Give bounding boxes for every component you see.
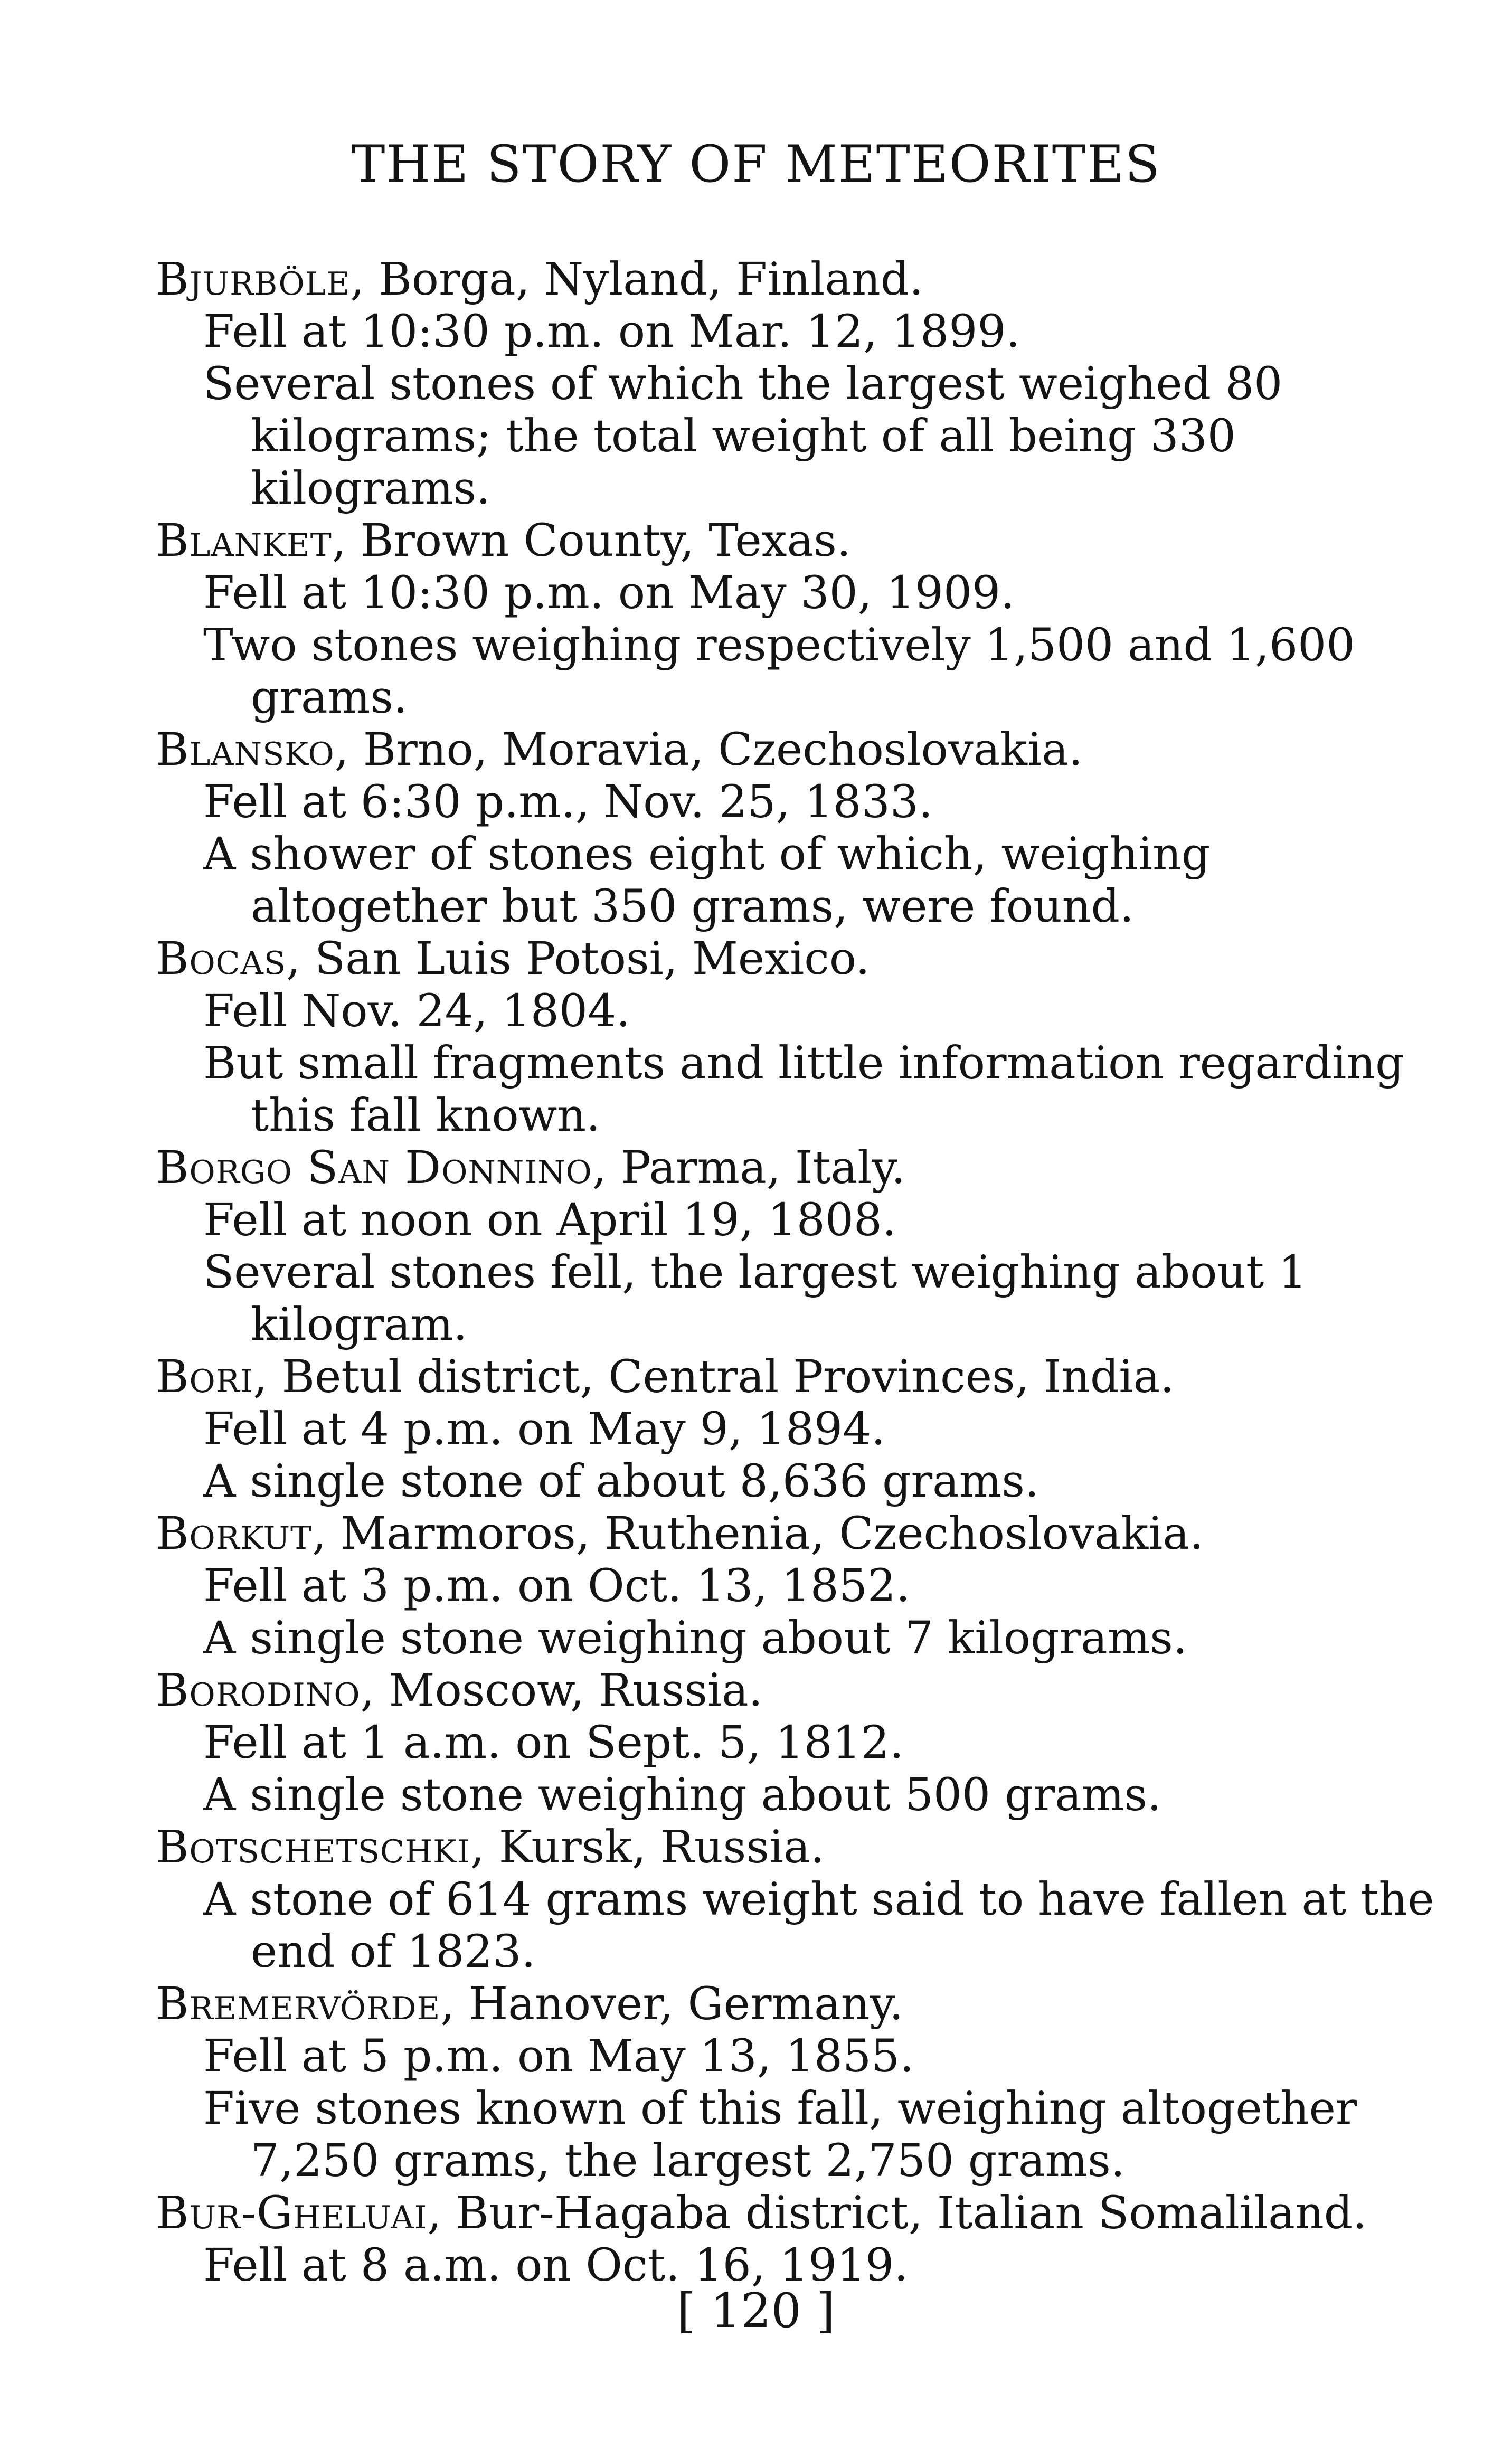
meteorite-locality: , Betul district, Central Provinces, India.: [253, 1351, 1175, 1403]
meteorite-entry: [156, 1142, 1444, 1351]
running-head: THE STORY OF METEORITES: [351, 135, 1161, 194]
entry-heading: [156, 1978, 1444, 2030]
entry-heading: [156, 933, 1444, 985]
meteorite-name: Blansko: [156, 724, 335, 776]
meteorite-name: Borgo San Donnino: [156, 1142, 592, 1194]
meteorite-entry-list: [156, 253, 1444, 2292]
description-line: A stone of 614 grams weight said to have fallen at the end of 1823.: [203, 1874, 1434, 1978]
meteorite-entry: [156, 253, 1444, 515]
meteorite-name: Bocas: [156, 933, 286, 985]
entry-heading: [156, 1821, 1444, 1874]
description-line: Five stones known of this fall, weighing altogether 7,250 grams, the largest 2,750 grams.: [203, 2083, 1357, 2187]
description-line: A single stone weighing about 7 kilograms.: [203, 1612, 1187, 1664]
entry-heading: [156, 253, 1444, 306]
meteorite-locality: , Marmoros, Ruthenia, Czechoslovakia.: [312, 1508, 1204, 1560]
meteorite-locality: , Borga, Nyland, Finland.: [350, 253, 924, 306]
meteorite-entry: [156, 515, 1444, 724]
meteorite-locality: , Hanover, Germany.: [440, 1978, 904, 2030]
description-line: Several stones of which the largest weighed 80 kilograms; the total weight of all being 330 kilograms.: [203, 358, 1283, 515]
meteorite-locality: , Parma, Italy.: [592, 1142, 906, 1194]
meteorite-name: Bur-Gheluai: [156, 2187, 428, 2239]
description-line: A single stone weighing about 500 grams.: [203, 1769, 1162, 1821]
description-line: A shower of stones eight of which, weighing altogether but 350 grams, were found.: [203, 828, 1211, 933]
entry-heading: [156, 515, 1444, 567]
description-line: Two stones weighing respectively 1,500 and 1,600 grams.: [203, 619, 1355, 724]
fall-date-line: Fell at 1 a.m. on Sept. 5, 1812.: [203, 1717, 904, 1769]
meteorite-locality: , Brno, Moravia, Czechoslovakia.: [334, 724, 1083, 776]
fall-date-line: Fell at 6:30 p.m., Nov. 25, 1833.: [203, 776, 933, 828]
fall-date-line: Fell Nov. 24, 1804.: [203, 985, 631, 1037]
fall-date-line: Fell at 4 p.m. on May 9, 1894.: [203, 1403, 886, 1455]
meteorite-entry: [156, 1351, 1444, 1508]
meteorite-name: Bremervörde: [156, 1978, 441, 2030]
meteorite-locality: , Bur-Hagaba district, Italian Somaliland.: [427, 2187, 1367, 2239]
meteorite-entry: [156, 1508, 1444, 1664]
fall-date-line: Fell at 10:30 p.m. on Mar. 12, 1899.: [203, 306, 1020, 358]
entry-heading: [156, 724, 1444, 776]
fall-date-line: Fell at 10:30 p.m. on May 30, 1909.: [203, 567, 1015, 619]
fall-date-line: Fell at 3 p.m. on Oct. 13, 1852.: [203, 1560, 910, 1612]
entry-heading: [156, 1508, 1444, 1560]
entry-heading: [156, 1351, 1444, 1403]
meteorite-locality: , Brown County, Texas.: [332, 515, 851, 567]
entry-heading: [156, 1142, 1444, 1194]
meteorite-entry: [156, 1978, 1444, 2187]
meteorite-name: Botschetschki: [156, 1821, 470, 1874]
meteorite-locality: , Moscow, Russia.: [360, 1664, 763, 1717]
meteorite-name: Bjurböle: [156, 253, 351, 306]
meteorite-entry: [156, 1821, 1444, 1978]
entry-heading: [156, 2187, 1444, 2239]
meteorite-name: Borodino: [156, 1664, 361, 1717]
description-line: Several stones fell, the largest weighing about 1 kilogram.: [203, 1246, 1307, 1351]
meteorite-locality: , San Luis Potosi, Mexico.: [286, 933, 870, 985]
fall-date-line: Fell at 5 p.m. on May 13, 1855.: [203, 2030, 914, 2083]
meteorite-entry: [156, 1664, 1444, 1821]
meteorite-entry: [156, 2187, 1444, 2292]
description-line: But small fragments and little information regarding this fall known.: [203, 1037, 1404, 1142]
meteorite-entry: [156, 724, 1444, 933]
entry-heading: [156, 1664, 1444, 1717]
fall-date-line: Fell at 8 a.m. on Oct. 16, 1919.: [203, 2239, 909, 2292]
meteorite-name: Blanket: [156, 515, 332, 567]
description-line: A single stone of about 8,636 grams.: [203, 1455, 1040, 1508]
fall-date-line: Fell at noon on April 19, 1808.: [203, 1194, 897, 1246]
meteorite-locality: , Kursk, Russia.: [470, 1821, 825, 1874]
meteorite-name: Borkut: [156, 1508, 313, 1560]
meteorite-entry: [156, 933, 1444, 1142]
meteorite-name: Bori: [156, 1351, 253, 1403]
page-number: [ 120 ]: [677, 2283, 835, 2339]
